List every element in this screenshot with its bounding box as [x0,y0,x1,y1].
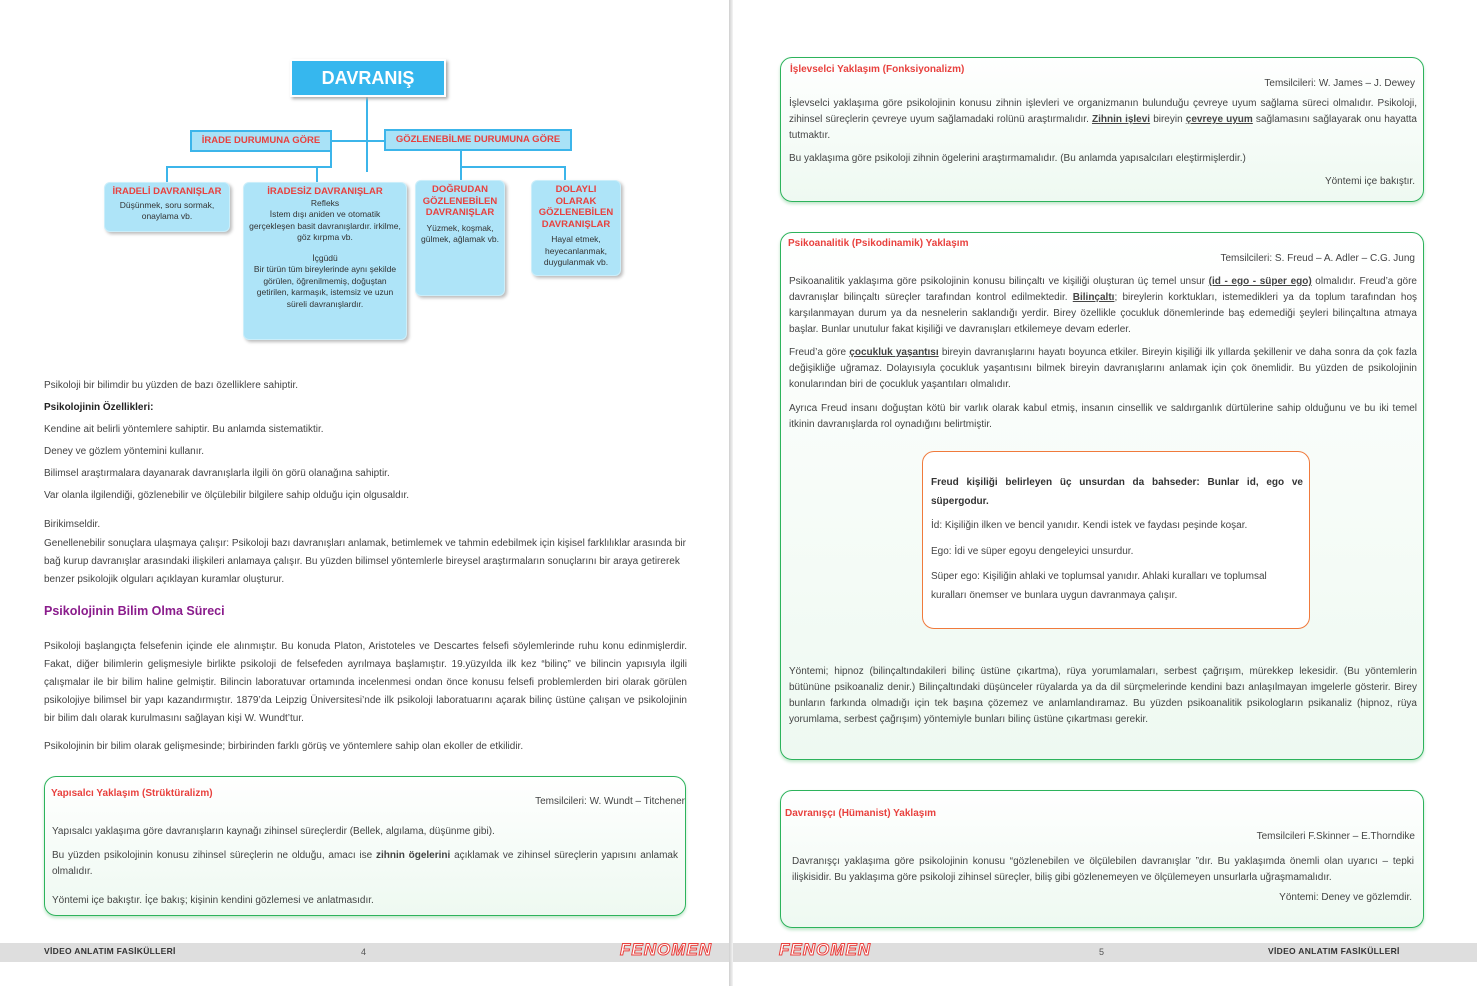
psychoanalytic-title: Psikoanalitik (Psikodinamik) Yaklaşım [788,238,969,249]
features-title: Psikolojinin Özellikleri: [44,402,154,413]
psychoanalytic-representatives: Temsilcileri: S. Freud – A. Adler – C.G. Jung [1220,253,1415,264]
feature-4: Var olanla ilgilendiği, gözlenebilir ve ölçülebilir bilgilere sahip olduğu için olgusaldır. [44,490,410,501]
box-indirect [531,180,621,276]
footer-series-left: VİDEO ANLATIM FASİKÜLLERİ [44,946,176,956]
box-involuntary-sub2: İçgüdü [312,252,338,263]
category-will: İRADE DURUMUNA GÖRE [190,130,332,152]
history-paragraph: Psikoloji başlangıçta felsefenin içinde ele alınmıştır. Bu konuda Platon, Aristoteles ve Descartes felsefi söylemlerinde ruhu konu edinmişlerdir. Fakat, diğer bilimlerin gelişmesiyle birlikte psikoloji de felsefeden ayrılmaya başlamıştır. 19.yüzyılda ilk kez “bilinç” ve bilincin yapısıyla ilgili çalışmalar ile bir bilim haline gelmiştir. Bilincin laboratuvar ortamında incelenmesi ondan önce konusu felsefi problemlerden biri olarak görülen psikolojiye bilimsel bir yapı kazandırmıştır. 1879’da Leipzig Üniversitesi’nde ilk psikoloji laboratuarını açarak bilinç üstüne çalışan ve psikolojinin bir bilim dalı olarak kurulmasını sağlayan kişi W. Wundt’tur. [44,641,687,724]
behavior-diagram [0,0,729,360]
functionalism-title: İşlevselci Yaklaşım (Fonksiyonalizm) [790,64,965,75]
psychoanalytic-method: Yöntemi; hipnoz (bilinçaltındakileri bilinç üstüne çıkartma), rüya yorumlamaları, serbest çağrışım, mürekkep lekesidir. (Bu yöntemlerin bütününe psikoanaliz denir.) Bilinçaltındaki düşünceler rüyalarda ya da dil sürçmelerinde kendini bazı anlaşılmayan imgelerle gösterir. Birey bunların farkında olmadığı için tek başına çözemez ve anlamlandıramaz. Bu yüzden psikoanalitik psikologların psikanaliz (hipnoz, rüya yorumlama, serbest çağrışım) yöntemiyle bunları bilinç üstüne çıkartması gerekir. [789,666,1417,725]
feature-6: Genellenebilir sonuçlara ulaşmaya çalışır: Psikoloji bazı davranışları anlamak, betimlemek ve tahmin edebilmek için kişisel farklılıklar arasında bir bağ kurup davranışlar arasındaki ilişkileri anlamaya çalışır. Bu yüzden bilimsel yöntemlerle bireysel araştırmaların sonuçlarını bir araya getirerek benzer psikolojik olguları açıklayan kuramlar oluşturur. [44,538,686,585]
box-involuntary-title: İRADESİZ DAVRANIŞLAR [267,186,383,197]
functionalism-method: Yöntemi içe bakıştır. [1324,176,1415,187]
box-direct-title: DOĞRUDAN GÖZLENEBİLEN DAVRANIŞLAR [422,184,498,218]
functionalism-representatives: Temsilcileri: W. James – J. Dewey [1264,78,1415,89]
brand-logo-right: FENOMEN [779,940,871,959]
brand-logo-left: FENOMEN [620,940,712,959]
structuralism-box [44,776,686,916]
diagram-root: DAVRANIŞ [290,59,446,97]
personality-superego: Süper ego: Kişiliğin ahlaki ve toplumsal yanıdır. Ahlaki kuralları ve toplumsal kuralları önemser ve bunlara uygun davranmaya çalışır. [931,571,1267,601]
behaviorism-representatives: Temsilcileri F.Skinner – E.Thorndike [1256,831,1415,842]
feature-2: Deney ve gözlem yöntemini kullanır. [44,446,205,457]
structuralism-p3: Yöntemi içe bakıştır. İçe bakış; kişinin kendini gözlemesi ve anlatmasıdır. [52,895,374,906]
structuralism-p1: Yapısalcı yaklaşıma göre davranışların kaynağı zihinsel süreçlerdir (Bellek, algılama, düşünme gibi). [52,826,495,837]
personality-id: İd: Kişiliğin ilken ve bencil yanıdır. Kendi istek ve faydası peşinde koşar. [931,520,1248,531]
right-page [733,0,1477,986]
feature-5: Birikimseldir. [44,519,101,530]
behaviorism-title: Davranışçı (Hümanist) Yaklaşım [785,808,936,819]
personality-box [922,451,1310,629]
feature-1: Kendine ait belirli yöntemlere sahiptir. Bu anlamda sistematiktir. [44,424,324,435]
box-involuntary [243,182,407,340]
page-number-left: 4 [361,947,367,957]
section-title: Psikolojinin Bilim Olma Süreci [44,604,225,618]
box-involuntary-text1: İstem dışı aniden ve otomatik gerçekleşen basit davranışlardır. irkilme, göz kırpma vb. [249,209,401,242]
functionalism-p2: Bu yaklaşıma göre psikoloji zihnin ögelerini araştırmamalıdır. (Bu anlamda yapısalcıları eleştirmişlerdir.) [789,153,1246,164]
left-page [0,0,729,986]
box-direct-text: Yüzmek, koşmak, gülmek, ağlamak vb. [421,222,499,244]
structuralism-title: Yapısalcı Yaklaşım (Strüktüralizm) [51,788,213,799]
functionalism-box [780,57,1424,202]
behaviorism-box [780,790,1424,928]
page-number-right: 5 [1099,947,1105,957]
personality-title: Freud kişiliği belirleyen üç unsurdan da bahseder: Bunlar id, ego ve süpergodur. [931,477,1303,507]
psychoanalytic-p3: Ayrıca Freud insanı doğuştan kötü bir varlık olarak kabul etmiş, insanın cinsellik ve saldırganlık dürtülerine sahip olduğunu ve bu iki temel itkinin davranışlarda rol oynadığını belirtmiştir. [789,403,1417,430]
box-direct [415,180,505,296]
behaviorism-method: Yöntemi: Deney ve gözlemdir. [1279,892,1412,903]
psychoanalytic-p2: Freud’a göre çocukluk yaşantısı bireyin davranışlarını hayatı boyunca etkiler. Bireyin kişiliği ilk yıllarda şekillenir ve daha sonra da çok fazla değişikliğe uğramaz. Dolayısıyla çocukluk yaşantısını bilmek bireyin davranışlarını anlamak için çok önemlidir. Bu yüzden de psikolojinin konularından biri de çocukluk yaşantıları olmalıdır. [789,347,1417,390]
box-voluntary-text: Düşünmek, soru sormak, onaylama vb. [119,199,215,221]
schools-paragraph: Psikolojinin bir bilim olarak gelişmesinde; birbirinden farklı görüş ve yöntemlere sahip olan ekoller de etkilidir. [44,741,524,752]
footer-series-right: VİDEO ANLATIM FASİKÜLLERİ [1268,946,1400,956]
structuralism-p2: Bu yüzden psikolojinin konusu zihinsel süreçlerin ne olduğu, amacı ise zihnin ögelerini açıklamak ve zihinsel süreçlerin yapısını anlamak olmalıdır. [52,850,678,877]
box-involuntary-text2: Bir türün tüm bireylerinde aynı şekilde görülen, öğrenilmemiş, doğuştan getirilen, karmaşık, istemsiz ve uzun süreli davranışlardır. [253,264,397,309]
behaviorism-p1: Davranışçı yaklaşıma göre psikolojinin konusu “gözlenebilen ve ölçülebilen davranışlar ”dır. Bu yaklaşımda önemli olan uyarıcı – tepki ilişkisidir. Bu yaklaşıma göre psikoloji zihinsel süreçler, biliş gibi gözlenemeyen ve ölçülemeyen unsurlarla uğraşmamalıdır. [792,856,1414,883]
box-voluntary-title: İRADELİ DAVRANIŞLAR [112,186,222,197]
box-indirect-text: Hayal etmek, heyecanlanmak, duygulanmak vb. [543,234,609,267]
category-observability: GÖZLENEBİLME DURUMUNA GÖRE [384,129,572,151]
intro-text: Psikoloji bir bilimdir bu yüzden de bazı özelliklere sahiptir. [44,380,299,391]
structuralism-representatives: Temsilcileri: W. Wundt – Titchener [535,796,685,807]
box-indirect-title: DOLAYLI OLARAK GÖZLENEBİLEN DAVRANIŞLAR [538,184,614,230]
functionalism-p1: İşlevselci yaklaşıma göre psikolojinin konusu zihnin işlevleri ve organizmanın bulunduğu çevreye uyum sağlama süreci olmalıdır. Psikoloji, zihinsel süreçlerin çevreye uyum sağlamadaki rolünü araştırmalıdır. Zihnin işlevi bireyin çevreye uyum sağlamasını sağlayarak onu hayatta tutmaktır. [789,98,1417,141]
personality-ego: Ego: İdi ve süper egoyu dengeleyici unsurdur. [931,546,1134,557]
box-voluntary [104,182,230,232]
box-involuntary-sub1: Refleks [310,197,340,208]
feature-3: Bilimsel araştırmalara dayanarak davranışlarla ilgili ön görü olanağına sahiptir. [44,468,390,479]
psychoanalytic-p1: Psikoanalitik yaklaşıma göre psikolojinin konusu bilinçaltı ve kişiliği oluşturan üç temel unsur (id - ego - süper ego) olmalıdır. Freud’a göre davranışlar bilinçaltı süreçler tarafından kontrol edilmektedir. Bilinçaltı; bireylerin korktukları, istemedikleri ya da toplum tarafından hoş karşılanmayan durum ya da nesnelerin saklandığı yerdir. Birey özellikle çocukluk dönemlerinde baş edemediği şeyleri bilinçaltına atmaya başlar. Bunlar unutulur fakat kişiliği ve davranışları etkilemeye devam ederler. [789,276,1418,335]
